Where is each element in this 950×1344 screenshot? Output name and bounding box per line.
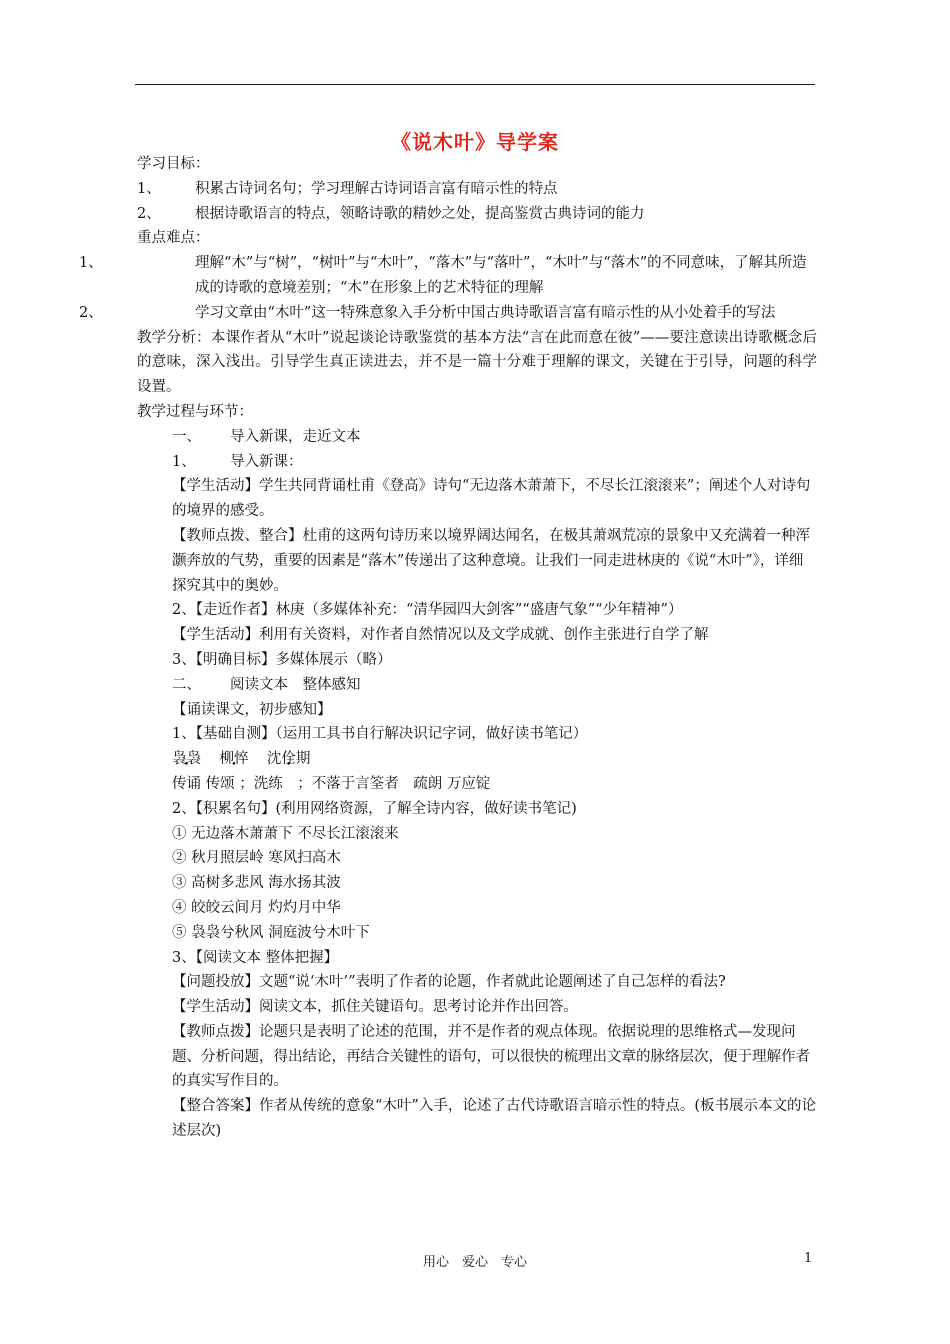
vocab-word: 沈佺期 — [266, 751, 311, 768]
read-text-heading: 3、【阅读文本 整体把握】 — [172, 949, 339, 966]
clear-goals: 3、【明确目标】多媒体展示（略） — [172, 651, 392, 668]
question-prompt: 【问题投放】文题“说‘木叶’”表明了作者的论题，作者就此论题阐述了自己怎样的看法? — [172, 974, 726, 991]
vocab-words-1 — [137, 747, 817, 772]
vocab-word: 袅袅 — [172, 751, 201, 768]
section-1-heading: 一、 导入新课，走近文本 — [172, 428, 361, 445]
footer-motto: 用心 爱心 专心 — [422, 1255, 527, 1270]
quote-line: ③ 高树多悲风 海水扬其波 — [172, 875, 341, 892]
summary-answer: 【整合答案】作者从传统的意象“木叶”入手，论述了古代诗歌语言暗示性的特点。(板书展示本文的论述层次) — [172, 1098, 816, 1140]
section-2-heading: 二、 阅读文本 整体感知 — [172, 676, 361, 693]
document-title: 《说木叶》导学案 — [391, 130, 559, 154]
vocab-words-2: 传诵 传颂 ；洗练 ；不落于言筌者 疏朗 万应锭 — [172, 775, 491, 792]
recite-text: 【诵读课文，初步感知】 — [172, 701, 332, 718]
page-number: 1 — [804, 1251, 813, 1266]
difficulties-heading: 重点难点： — [137, 230, 210, 247]
quote-line: ② 秋月照层岭 寒风扫高木 — [172, 850, 341, 867]
goals-heading: 学习目标： — [137, 156, 210, 172]
process-heading: 教学过程与环节： — [137, 403, 253, 420]
document-body — [79, 152, 817, 1144]
goal-item-2: 2、 根据诗歌语言的特点，领略诗歌的精妙之处，提高鉴赏古典诗词的能力 — [137, 205, 645, 222]
section-1-1-heading: 1、 导入新课： — [172, 453, 303, 470]
teacher-guidance-2: 【教师点拨】论题只是表明了论述的范围，并不是作者的观点体现。依据说理的思维格式—发现问题、分析问题，得出结论，再结合关键性的语句，可以很快的梳理出文章的脉络层次，便于理解作者的真实写作目的。 — [172, 1023, 810, 1090]
teaching-analysis: 教学分析：本课作者从“木叶”说起谈论诗歌鉴赏的基本方法“言在此而意在彼”——要注意读出诗歌概念后的意味，深入浅出。引导学生真正读进去，并不是一篇十分难于理解的课文，关键在于引导，问题的科学设置。 — [137, 329, 817, 396]
goal-item-1: 1、 积累古诗词名句；学习理解古诗词语言富有暗示性的特点 — [137, 180, 558, 197]
famous-lines-heading: 2、【积累名句】(利用网络资源，了解全诗内容，做好读书笔记) — [172, 800, 577, 817]
vocab-word: 柳悴 — [219, 751, 249, 768]
student-activity-1: 【学生活动】学生共同背诵杜甫《登高》诗句“无边落木萧萧下，不尽长江滚滚来”；阐述个人对诗句的境界的感受。 — [172, 478, 811, 520]
quote-line: ⑤ 袅袅兮秋风 洞庭波兮木叶下 — [172, 924, 370, 941]
difficulty-item-2: 2、 学习文章由“木叶”这一特殊意象入手分析中国古典诗歌语言富有暗示性的从小处着手的写法 — [79, 304, 776, 321]
difficulty-item-1: 1、 理解“木”与“树”，“树叶”与“木叶”，“落木”与“落叶”，“木叶”与“落木”的不同意味，了解其所造成的诗歌的意境差别；“木”在形象上的艺术特征的理解 — [79, 255, 807, 296]
student-activity-3: 【学生活动】阅读文本，抓住关键语句。思考讨论并作出回答。 — [172, 999, 578, 1016]
quote-line: ④ 皎皎云间月 灼灼月中华 — [172, 899, 341, 916]
author-intro: 2、【走近作者】林庚（多媒体补充：“清华园四大剑客”“盛唐气象”“少年精神”） — [172, 602, 683, 619]
student-activity-2: 【学生活动】利用有关资料，对作者自然情况以及文学成就、创作主张进行自学了解 — [172, 627, 709, 644]
basic-self-test: 1、【基础自测】（运用工具书自行解决识记字词，做好读书笔记） — [172, 726, 588, 743]
quote-line: ① 无边落木萧萧下 不尽长江滚滚来 — [172, 825, 399, 842]
header-rule — [135, 84, 815, 85]
teacher-guidance-1: 【教师点拨、整合】杜甫的这两句诗历来以境界阔达闻名，在极其萧飒荒凉的景象中又充满着一种浑灏奔放的气势，重要的因素是“落木”传递出了这种意境。让我们一同走进林庚的《说“木叶”》，详细探究其中的奥妙。 — [172, 527, 810, 594]
